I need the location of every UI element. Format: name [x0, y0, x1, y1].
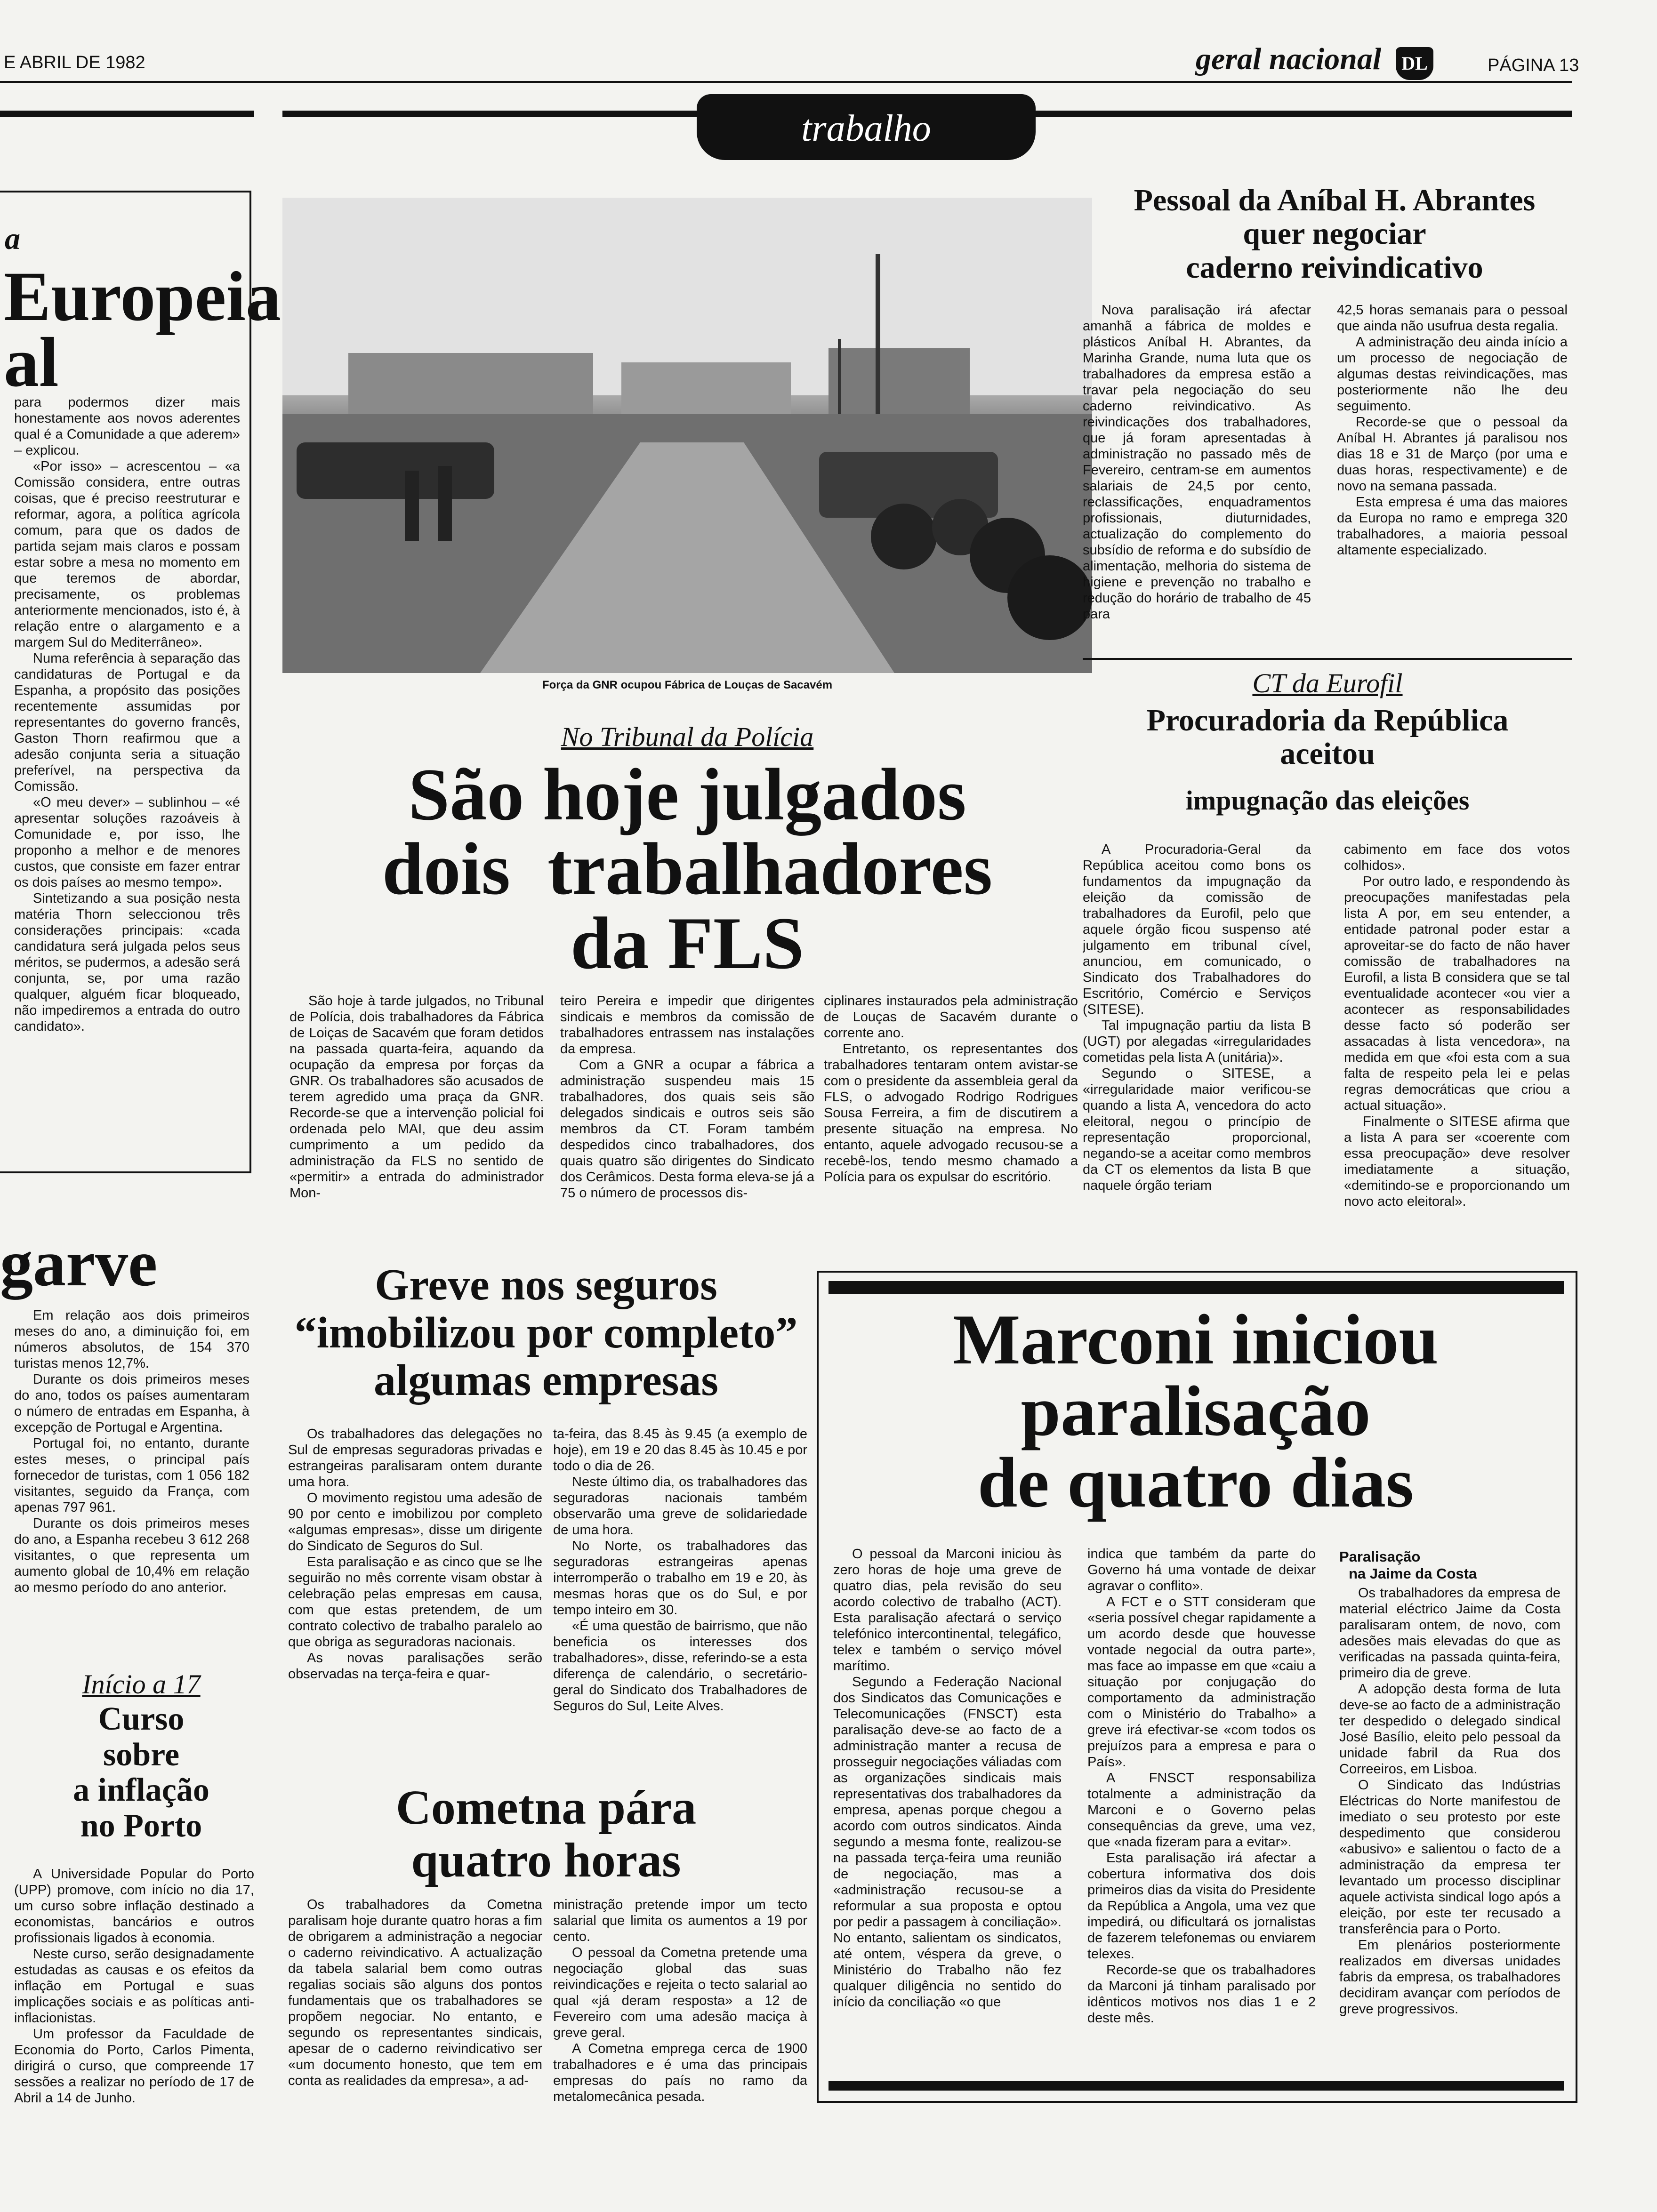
cometna-paragraph: A Cometna emprega cerca de 1900 trabalhadores e é uma das principais empresas do país no ramo da metalomecânica pesada.	[553, 2041, 807, 2104]
fls-paragraph: Com a GNR a ocupar a fábrica a administração suspendeu mais 15 trabalhadores, dos quais seis são delegados sindicais e outros seis são membros da CT. Foram também despedidos cinco trabalhadores, dos quais quatro são dirigentes do Sindicato dos Cerâmicos. Desta forma eleva-se já a 75 o número de processos dis-	[560, 1058, 814, 1201]
seguros-paragraph: ta-feira, das 8.45 às 9.45 (a exemplo de hoje), em 19 e 20 das 8.45 às 10.45 e por todo o dia de 26.	[553, 1427, 807, 1474]
marconi-paragraph: O Sindicato das Indústrias Eléctricas do Norte manifestou de imediato o seu protesto por este despedimento que considerou «abusivo» e salientou o facto de a administração da empresa ter levantado um processo disciplinar aquele activista sindical logo após a eleição, por este ter recusado a transferência para o Porto.	[1339, 1778, 1560, 1937]
fls-paragraph: São hoje à tarde julgados, no Tribunal de Polícia, dois trabalhadores da Fábrica de Loiças de Sacavém que foram detidos na passada quarta-feira, aquando da ocupação da empresa por forças da GNR. Os trabalhadores são acusados de terem agredido uma praça da GNR. Recorde-se que a intervenção policial foi ordenada pelo MAI, que deu assim cumprimento a um pedido da administração da FLS no sentido de «permitir» a entrada do administrador Mon-	[290, 994, 544, 1201]
marconi-title-line: Marconi iniciou	[953, 1300, 1439, 1379]
seguros-title-line: “imobilizou por completo”	[294, 1308, 798, 1357]
eurofil-paragraph: Segundo o SITESE, a «irregularidade maior verificou-se quando a lista A, vencedora do acto eleitoral, negou o princípio de representação proporcional, negando-se a aceitar como membros da CT os elementos da lista B que naquele órgão teriam	[1083, 1066, 1311, 1193]
marconi-bottom-band	[828, 2081, 1564, 2091]
abrantes-title-line: quer negociar	[1243, 216, 1426, 251]
curso-paragraph: A Universidade Popular do Porto (UPP) promove, com início no dia 17, um curso sobre inflação destinado a economistas, bancários e outros profissionais ligados à economia.	[14, 1867, 254, 1946]
algarve-body	[14, 1307, 249, 1637]
fls-paragraph: Entretanto, os representantes dos trabalhadores tentaram ontem avistar-se com o presidente da assembleia geral da FLS, o advogado Rodrigo Rodrigues Sousa Ferreira, a fim de discutirem a presente situação na empresa. No entanto, aquele advogado recusou-se a recebê-los, tendo mesmo chamado a Polícia para os expulsar do escritório.	[824, 1042, 1078, 1185]
algarve-paragraph: Portugal foi, no entanto, durante estes meses, o principal país fornecedor de turistas, com 1 056 182 visitantes, seguido da França, com apenas 797 961.	[14, 1436, 249, 1515]
europeia-heading-2: al	[4, 323, 59, 401]
marconi-col-2	[1087, 1546, 1316, 2078]
abrantes-col-2	[1337, 302, 1568, 650]
marconi-paragraph: Os trabalhadores da empresa de material eléctrico Jaime da Costa paralisaram ontem, de novo, com adesões mais elevadas do que as verificadas na passada quinta-feira, primeiro dia de greve.	[1339, 1586, 1560, 1681]
fls-paragraph: teiro Pereira e impedir que dirigentes sindicais e membros da comissão de trabalhadores entrassem nas instalações da empresa.	[560, 994, 814, 1057]
abrantes-paragraph: Nova paralisação irá afectar amanhã a fábrica de moldes e plásticos Aníbal H. Abrantes, da Marinha Grande, numa luta que os trabalhadores da empresa estão a travar pela negociação do seu caderno reivindicativo. As reivindicações dos trabalhadores, que já foram apresentadas à administração no passado mês de Fevereiro, centram-se em aumentos salariais de 24,5 por cento, reclassificações, enquadramentos profissionais, diuturnidades, actualização do complemento do subsídio de reforma e do subsídio de alimentação, melhoria do sistema de higiene e prevenção no trabalho e redução do horário de trabalho de 45 para	[1083, 303, 1311, 622]
eurofil-paragraph: Finalmente o SITESE afirma que a lista A para ser «coerente com essa preocupação» deve resolver imediatamente a situação, «demitindo-se e proporcionando um novo acto eleitoral».	[1344, 1114, 1570, 1209]
seguros-title-line: algumas empresas	[374, 1356, 718, 1405]
cometna-title-line: quatro horas	[411, 1833, 681, 1888]
curso-body	[14, 1866, 254, 2167]
europeia-body	[14, 394, 240, 1157]
band-rule-left	[0, 111, 254, 117]
curso-title	[19, 1701, 264, 1843]
cometna-paragraph: Os trabalhadores da Cometna paralisam hoje durante quatro horas a fim de obrigarem a administração a negociar o caderno reivindicativo. A actualização da tabela salarial bem como outras regalias sociais são alguns dos pontos fundamentais que os trabalhadores se propõem negociar. No entanto, e segundo os representantes sindicais, apesar de o caderno reivindicativo ser «um documento honesto, que tem em conta as realidades da empresa», a ad-	[288, 1897, 542, 2088]
abrantes-rule	[1083, 658, 1572, 660]
curso-kicker: Início a 17	[82, 1669, 201, 1699]
seguros-paragraph: As novas paralisações serão observadas na terça-feira e quar-	[288, 1651, 542, 1682]
seguros-paragraph: Esta paralisação e as cinco que se lhe seguirão no mês corrente visam obstar à celebração pelas empresas em causa, com que estas pretendem, de um contrato colectivo de trabalho paralelo ao que obriga as seguradoras nacionais.	[288, 1555, 542, 1650]
jaime-costa-subheading-line: na Jaime da Costa	[1349, 1565, 1477, 1582]
curso-paragraph: Neste curso, serão designadamente estudadas as causas e os efeitos da inflação em Portugal e suas implicações sociais e as políticas anti-inflacionistas.	[14, 1947, 254, 2026]
fls-kicker: No Tribunal da Polícia	[561, 721, 814, 752]
seguros-col-1	[288, 1426, 542, 1765]
marconi-col-1	[833, 1546, 1062, 2078]
cometna-col-1	[288, 1897, 542, 2179]
cometna-title	[273, 1781, 819, 1887]
marconi-title-line: paralisação	[1021, 1371, 1371, 1451]
europeia-heading: Europeia	[4, 257, 282, 336]
cometna-paragraph: ministração pretende impor um tecto salarial que limita os aumentos a 19 por cento.	[553, 1897, 807, 1944]
abrantes-col-1	[1083, 302, 1311, 650]
seguros-col-2	[553, 1426, 807, 1765]
cometna-title-line: Cometna pára	[395, 1780, 697, 1835]
section-tab-label: trabalho	[801, 108, 931, 149]
marconi-paragraph: Esta paralisação irá afectar a cobertura informativa dos dois primeiros dias da visita do Presidente da República a Angola, uma vez que impedirá, ou dificultará os jornalistas de fazerem telefonemas ou enviarem telexes.	[1087, 1851, 1316, 1962]
seguros-paragraph: Os trabalhadores das delegações no Sul de empresas seguradoras privadas e estrangeiras paralisaram ontem durante uma hora.	[288, 1427, 542, 1490]
seguros-paragraph: «É uma questão de bairrismo, que não beneficia os interesses dos trabalhadores», disse, referindo-se a esta diferença de calendário, o secretário-geral do Sindicato dos Trabalhadores de Seguros do Sul, Leite Alves.	[553, 1619, 807, 1714]
fls-paragraph: ciplinares instaurados pela administração de Louças de Sacavém durante o corrente ano.	[824, 994, 1078, 1041]
cometna-col-2	[553, 1897, 807, 2179]
abrantes-title	[1092, 184, 1577, 284]
fls-title	[282, 753, 1092, 985]
algarve-heading: garve	[0, 1227, 158, 1300]
europeia-paragraph: Sintetizando a sua posição nesta matéria Thorn seleccionou três considerações principais: «cada candidatura será julgada pelos seus méritos, se pudermos, a adesão será conjunta, se, por uma razão qualquer, alguém ficar bloqueado, não impediremos a entrada do outro candidato».	[14, 891, 240, 1034]
marconi-col-3	[1339, 1585, 1560, 2079]
gnr-photo	[282, 198, 1092, 673]
seguros-paragraph: O movimento registou uma adesão de 90 por cento e imobilizou por completo «algumas empresas», disse um dirigente do Sindicato de Seguros do Sul.	[288, 1491, 542, 1554]
marconi-paragraph: A FCT e o STT consideram que «seria possível chegar rapidamente a um acordo desde que houvesse vontade negocial da outra parte», mas face ao impasse em que «caiu a situação por conjugação do comportamento da administração com o Ministério do Trabalho» a greve irá efectivar-se «com todos os prejuízos para a empresa e para o País».	[1087, 1595, 1316, 1770]
cometna-paragraph: O pessoal da Cometna pretende uma negociação global das suas reivindicações e rejeita o tecto salarial ao qual «já deram resposta» a 12 de Fevereiro com uma adesão maciça à greve geral.	[553, 1945, 807, 2040]
fls-col-2	[560, 993, 814, 1242]
europeia-paragraph: «Por isso» – acrescentou – «a Comissão considera, entre outras coisas, que é preciso reestruturar e reformar, agora, a política agrícola comum, para que os dados de partida sejam mais claros e possam estar sobre a mesa no momento em que teremos de abordar, precisamente, os problemas anteriormente mencionados, isto é, à relação entre o alargamento e a margem Sul do Mediterrâneo».	[14, 459, 240, 650]
header-date: E ABRIL DE 1982	[4, 53, 145, 72]
marconi-paragraph: Em plenários posteriormente realizados em diversas unidades fabris da empresa, os trabalhadores decidiram avançar com períodos de greve progressivos.	[1339, 1938, 1560, 2017]
abrantes-paragraph: 42,5 horas semanais para o pessoal que ainda não usufrua desta regalia.	[1337, 303, 1568, 334]
curso-title-line: Curso	[98, 1701, 185, 1737]
fls-col-1	[290, 993, 544, 1242]
abrantes-title-line: Pessoal da Aníbal H. Abrantes	[1134, 183, 1536, 217]
marconi-top-band	[828, 1281, 1564, 1294]
marconi-paragraph: Recorde-se que os trabalhadores da Marconi já tinham paralisado por idênticos motivos nos dias 1 e 2 deste mês.	[1087, 1963, 1316, 2026]
section-title: geral nacional	[1196, 42, 1382, 76]
curso-title-line: sobre	[103, 1736, 180, 1773]
eurofil-paragraph: Por outro lado, e respondendo às preocupações manifestadas pela lista A por, em seu entender, a entidade patronal poder estar a aproveitar-se do facto de não haver comissão de trabalhadores na Eurofil, a lista B considera que se tal eventualidade acontecer «ou vier a acontecer as responsabilidades desse facto só poderão ser assacadas à lista vencedora», na medida em que «foi esta com a sua falta de respeito pela lei e pelas regras democráticas que criou a actual situação».	[1344, 874, 1570, 1113]
page-number: PÁGINA 13	[1488, 56, 1579, 75]
jaime-costa-subheading	[1339, 1548, 1560, 1582]
eurofil-paragraph: A Procuradoria-Geral da República aceitou como bons os fundamentos da impugnação da eleição da comissão de trabalhadores da Eurofil, pelo que aquele órgão ficou suspenso até julgamento em tribunal cível, anunciou, em comunicado, o Sindicato dos Trabalhadores do Escritório, Comércio e Serviços (SITESE).	[1083, 842, 1311, 1017]
fls-title-line: dois trabalhadores	[382, 828, 993, 910]
eurofil-paragraph: Tal impugnação partiu da lista B (UGT) por alegadas «irregularidades cometidas pela lista A (unitária)».	[1083, 1018, 1311, 1065]
seguros-paragraph: Neste último dia, os trabalhadores das seguradoras nacionais também observarão uma greve de solidariedade de uma hora.	[553, 1475, 807, 1538]
europeia-paragraph: para podermos dizer mais honestamente aos novos aderentes qual é a Comunidade a que aderem» – explicou.	[14, 395, 240, 458]
header-rule	[0, 81, 1572, 83]
eurofil-title-line: Procuradoria da República	[1146, 703, 1509, 737]
marconi-paragraph: A adopção desta forma de luta deve-se ao facto de a administração ter despedido o delegado sindical José Basílio, eleito pelo pessoal da unidade fabril da Rua dos Correeiros, em Lisboa.	[1339, 1682, 1560, 1777]
marconi-paragraph: Segundo a Federação Nacional dos Sindicatos das Comunicações e Telecomunicações (FNSCT) esta paralisação deve-se ao facto de a administração manter a recusa de prosseguir negociações váliadas com as organizações sindicais mais representativas dos trabalhadores da empresa, apenas porque chegou a acordo com outros sindicatos. Ainda segundo a mesma fonte, realizou-se na passada terça-feira uma reunião de negociação, mas a «administração recusou-se a reformular a sua proposta e optou por pedir a passagem à conciliação». No entanto, salientam os sindicatos, até ontem, véspera da greve, o Ministério do Trabalho não fez qualquer diligência no sentido do início da conciliação «o que	[833, 1675, 1062, 2010]
eurofil-subtitle: impugnação das eleições	[1185, 785, 1470, 816]
europeia-paragraph: Numa referência à separação das candidaturas de Portugal e da Espanha, a propósito das posições recentemente assumidas por representantes do governo francês, Gaston Thorn reafirmou que a adesão conjunta seria a situação preferível, na perspectiva da Comissão.	[14, 651, 240, 794]
europeia-fragment-letter: a	[5, 222, 20, 256]
seguros-title	[273, 1261, 819, 1405]
curso-paragraph: Um professor da Faculdade de Economia do Porto, Carlos Pimenta, dirigirá o curso, que compreende 17 sessões a realizar no período de 17 de Abril a 14 de Junho.	[14, 2027, 254, 2106]
eurofil-col-1	[1083, 842, 1311, 1246]
abrantes-paragraph: A administração deu ainda início a um processo de negociação de algumas destas reivindicações, mas posteriormente não lhe deu seguimento.	[1337, 335, 1568, 414]
factory-scene-illustration	[282, 198, 1092, 673]
marconi-title-line: de quatro dias	[977, 1443, 1414, 1522]
fls-col-3	[824, 993, 1078, 1242]
algarve-paragraph: Durante os dois primeiros meses do ano, todos os países aumentaram o número de entradas em Espanha, à excepção de Portugal e Argentina.	[14, 1372, 249, 1435]
eurofil-kicker: CT da Eurofil	[1252, 668, 1403, 698]
eurofil-title-line: aceitou	[1280, 737, 1375, 771]
eurofil-col-2	[1344, 842, 1570, 1246]
fls-title-line: da FLS	[570, 902, 804, 985]
curso-title-line: a inflação	[73, 1772, 209, 1809]
seguros-title-line: Greve nos seguros	[375, 1260, 717, 1309]
europeia-paragraph: «O meu dever» – sublinhou – «é apresentar soluções razoáveis à Comunidade e, por isso, lhe proponho a melhor e de menores custos, que consiste em fazer entrar os dois países ao mesmo tempo».	[14, 795, 240, 890]
eurofil-paragraph: cabimento em face dos votos colhidos».	[1344, 842, 1570, 873]
newspaper-logo: DL	[1396, 47, 1433, 80]
marconi-paragraph: A FNSCT responsabiliza totalmente a administração da Marconi e o Governo pelas consequências da greve, uma vez, que «nada fizeram para a evitar».	[1087, 1771, 1316, 1850]
algarve-paragraph: Durante os dois primeiros meses do ano, a Espanha recebeu 3 612 268 visitantes, o que representa um aumento global de 10,4% em relação ao mesmo período do ano anterior.	[14, 1516, 249, 1595]
jaime-costa-subheading-line: Paralisação	[1339, 1548, 1421, 1565]
marconi-paragraph: O pessoal da Marconi iniciou às zero horas de hoje uma greve de quatro dias, pela revisão do seu acordo colectivo de trabalho (ACT). Esta paralisação afectará o serviço telefónico intercontinental, telegáfico, telex e também o serviço móvel marítimo.	[833, 1547, 1062, 1674]
algarve-paragraph: Em relação aos dois primeiros meses do ano, a diminuição foi, em números absolutos, de 154 370 turistas menos 12,7%.	[14, 1308, 249, 1371]
band-rule-mid	[282, 111, 697, 117]
marconi-title	[828, 1300, 1563, 1522]
photo-caption: Força da GNR ocupou Fábrica de Louças de Sacavém	[542, 679, 833, 691]
abrantes-paragraph: Recorde-se que o pessoal da Aníbal H. Abrantes já paralisou nos dias 18 e 31 de Março (por uma e duas horas, respectivamente) e de novo na semana passada.	[1337, 415, 1568, 494]
curso-title-line: no Porto	[80, 1807, 202, 1844]
abrantes-paragraph: Esta empresa é uma das maiores da Europa no ramo e emprega 320 trabalhadores, a maioria pessoal altamente especializado.	[1337, 495, 1568, 558]
eurofil-title	[1083, 704, 1572, 771]
seguros-paragraph: No Norte, os trabalhadores das seguradoras estrangeiras apenas interromperão o trabalho em 19 e 20, às mesmas horas que os do Sul, e por tempo inteiro em 30.	[553, 1539, 807, 1618]
fls-title-line: São hoje julgados	[408, 753, 966, 836]
abrantes-title-line: caderno reivindicativo	[1186, 250, 1483, 285]
marconi-paragraph: indica que também da parte do Governo há uma vontade de deixar agravar o conflito».	[1087, 1547, 1316, 1594]
band-rule-right	[1036, 111, 1572, 117]
